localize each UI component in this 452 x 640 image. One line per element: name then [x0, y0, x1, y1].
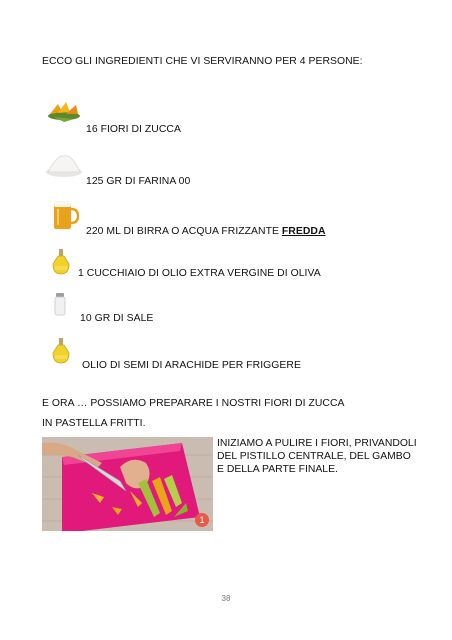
salt-shaker-icon	[53, 292, 67, 316]
beer-mug-icon	[51, 199, 79, 231]
flour-icon	[44, 152, 84, 178]
ingredient-3-text: 220 ML DI BIRRA O ACQUA FRIZZANTE	[86, 226, 282, 237]
ingredient-5: 10 GR DI SALE	[80, 313, 154, 324]
ingredient-3-emphasis: FREDDA	[281, 226, 326, 237]
step-instruction: INIZIAMO A PULIRE I FIORI, PRIVANDOLI DEL PISTILLO CENTRALE, DEL GAMBO E DELLA PARTE FINALE.	[217, 438, 417, 476]
prep-line-1: E ORA … POSSIAMO PREPARARE I NOSTRI FIORI DI ZUCCA	[42, 398, 345, 409]
step-photo-illustration	[42, 437, 213, 531]
step-badge	[195, 513, 209, 527]
ingredient-4: 1 CUCCHIAIO DI OLIO EXTRA VERGINE DI OLIVA	[78, 268, 321, 279]
ingredient-6: OLIO DI SEMI DI ARACHIDE PER FRIGGERE	[82, 360, 301, 371]
intro-text: ECCO GLI INGREDIENTI CHE VI SERVIRANNO PER 4 PERSONE:	[42, 56, 363, 67]
step-photo	[42, 437, 213, 531]
prep-line-2: IN PASTELLA FRITTI.	[42, 418, 146, 429]
oil-bottle-icon	[50, 248, 72, 276]
ingredient-1: 16 FIORI DI ZUCCA	[86, 124, 181, 135]
oil-bottle-icon	[50, 337, 72, 365]
zucchini-flowers-icon	[44, 100, 84, 126]
page-number: 38	[221, 594, 231, 603]
ingredient-3	[86, 226, 326, 238]
ingredient-2: 125 GR DI FARINA 00	[86, 176, 191, 187]
step-number: 1	[199, 515, 205, 525]
